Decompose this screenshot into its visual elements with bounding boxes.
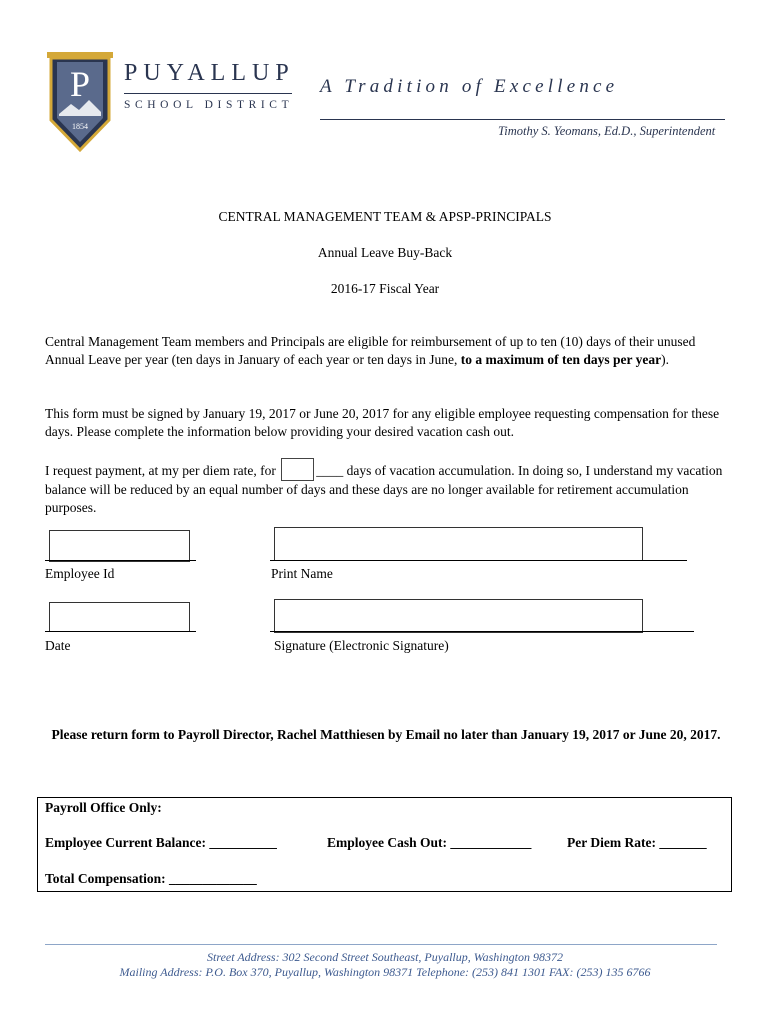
brand-divider bbox=[124, 93, 292, 94]
svg-text:1854: 1854 bbox=[72, 122, 88, 131]
current-balance-field: Employee Current Balance: __________ bbox=[45, 835, 277, 850]
print-name-label: Print Name bbox=[271, 566, 333, 581]
date-label: Date bbox=[45, 638, 71, 653]
district-subtitle: SCHOOL DISTRICT bbox=[124, 99, 294, 111]
request-paragraph: I request payment, at my per diem rate, for ____ days of vacation accumulation. In doing so, I understand my vacation balance will be reduced by an equal number of days and these days are no longer available for retirement accumulation purposes. bbox=[45, 458, 730, 516]
signature-label: Signature (Electronic Signature) bbox=[274, 638, 449, 653]
employee-id-input[interactable] bbox=[49, 530, 190, 562]
cash-out-field: Employee Cash Out: ____________ bbox=[327, 835, 532, 850]
district-name: PUYALLUP bbox=[124, 60, 295, 86]
mailing-address: Mailing Address: P.O. Box 370, Puyallup, Washington 98371 Telephone: (253) 841 1301 FAX: (253) 135 6766 bbox=[119, 965, 651, 979]
form-subtitle: Annual Leave Buy-Back bbox=[317, 245, 453, 260]
svg-text:P: P bbox=[69, 64, 91, 104]
street-address: Street Address: 302 Second Street Southeast, Puyallup, Washington 98372 bbox=[207, 950, 563, 964]
footer-divider bbox=[45, 944, 717, 945]
total-compensation-field: Total Compensation: _____________ bbox=[45, 871, 257, 886]
per-diem-field: Per Diem Rate: _______ bbox=[567, 835, 707, 850]
district-crest-logo bbox=[45, 50, 115, 154]
return-instructions: Please return form to Payroll Director, Rachel Matthiesen by Email no later than January 19, 2017 or June 20, 2017. bbox=[51, 727, 721, 742]
fiscal-year: 2016-17 Fiscal Year bbox=[330, 281, 440, 296]
employee-id-line bbox=[45, 560, 196, 561]
date-line bbox=[45, 631, 196, 632]
signature-input[interactable] bbox=[274, 599, 643, 633]
date-input[interactable] bbox=[49, 602, 190, 632]
days-blank: ____ bbox=[316, 463, 344, 478]
eligibility-paragraph: Central Management Team members and Principals are eligible for reimbursement of up to ten (10) days of their unused Annual Leave per year (ten days in January of each year or ten days in June, to a maximum of ten days per year). bbox=[45, 334, 696, 367]
signature-line bbox=[270, 631, 694, 632]
superintendent-name: Timothy S. Yeomans, Ed.D., Superintendent bbox=[498, 124, 716, 138]
deadline-paragraph: This form must be signed by January 19, 2017 or June 20, 2017 for any eligible employee requesting compensation for these days. Please complete the information below providing your desired vacation cash out. bbox=[45, 406, 720, 439]
payroll-heading: Payroll Office Only: bbox=[45, 800, 162, 815]
print-name-line bbox=[270, 560, 687, 561]
header-divider bbox=[320, 119, 725, 120]
tagline: A Tradition of Excellence bbox=[320, 76, 619, 97]
days-input[interactable] bbox=[281, 458, 314, 481]
form-title: CENTRAL MANAGEMENT TEAM & APSP-PRINCIPALS bbox=[218, 209, 552, 224]
employee-id-label: Employee Id bbox=[45, 566, 115, 581]
print-name-input[interactable] bbox=[274, 527, 643, 561]
